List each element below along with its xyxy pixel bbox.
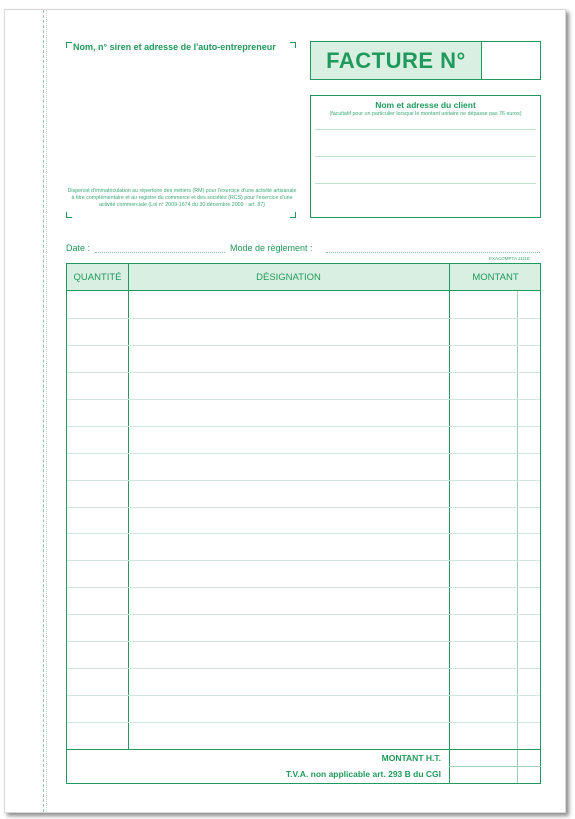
- table-row[interactable]: [67, 587, 540, 588]
- date-label: Date :: [66, 243, 91, 253]
- table-row[interactable]: [67, 426, 540, 427]
- table-row[interactable]: [67, 614, 540, 615]
- column-divider-amount: [449, 264, 450, 783]
- reference-code: EXACOMPTA 1111E: [489, 256, 530, 261]
- column-divider-cents: [517, 291, 518, 783]
- table-row[interactable]: [67, 668, 540, 669]
- table-row[interactable]: [67, 695, 540, 696]
- issuer-label: Nom, n° siren et adresse de l'auto-entrepreneur: [73, 42, 276, 52]
- table-row[interactable]: [67, 372, 540, 373]
- client-title: Nom et adresse du client: [375, 100, 476, 110]
- client-line: [315, 156, 536, 157]
- invoice-title: FACTURE N°: [311, 42, 482, 79]
- issuer-bracket-top-left: [66, 42, 72, 48]
- table-row[interactable]: [67, 641, 540, 642]
- issuer-bracket-bottom-right: [290, 212, 296, 218]
- table-row[interactable]: [67, 533, 540, 534]
- payment-method-field[interactable]: [326, 252, 540, 253]
- perforation-line: [43, 10, 44, 812]
- issuer-bracket-top-right: [290, 42, 296, 48]
- table-row[interactable]: [67, 318, 540, 319]
- issuer-bracket-bottom-left: [66, 212, 72, 218]
- table-row[interactable]: [67, 480, 540, 481]
- table-row[interactable]: [67, 560, 540, 561]
- header-designation: DÉSIGNATION: [256, 272, 321, 283]
- date-field[interactable]: [95, 252, 225, 253]
- table-row[interactable]: [67, 722, 540, 723]
- table-row[interactable]: [67, 345, 540, 346]
- invoice-number-field[interactable]: [482, 42, 540, 79]
- table-row[interactable]: [67, 399, 540, 400]
- items-table: [66, 263, 541, 784]
- client-box: [310, 95, 541, 218]
- header-amount: MONTANT: [472, 272, 519, 283]
- total-ht-label: MONTANT H.T.: [381, 753, 441, 763]
- total-divider: [449, 766, 541, 767]
- table-row[interactable]: [67, 453, 540, 454]
- client-note: (facultatif pour un particulier lorsque le montant unitaire ne dépasse pas 76 euros): [329, 111, 522, 117]
- legal-exemption-note: Dispensé d'immatriculation au répertoire des métiers (RM) pour l'exercice d'une activité artisanale à titre complémentaire et au registre du commerce et des sociétés (RCS) pour l'exercice d'une activité commerciale (Loi n° 2009-1674 du 30 décembre 2009 - art. 87): [67, 188, 297, 208]
- vat-exemption-label: T.V.A. non applicable art. 293 B du CGI: [285, 769, 441, 779]
- perforation-guide: [46, 10, 47, 812]
- payment-method-label: Mode de règlement :: [230, 243, 313, 253]
- invoice-number-box: [310, 41, 541, 80]
- header-quantity: QUANTITÉ: [73, 272, 122, 283]
- client-line: [315, 183, 536, 184]
- client-line: [315, 129, 536, 130]
- totals-separator: [67, 749, 540, 750]
- table-row[interactable]: [67, 507, 540, 508]
